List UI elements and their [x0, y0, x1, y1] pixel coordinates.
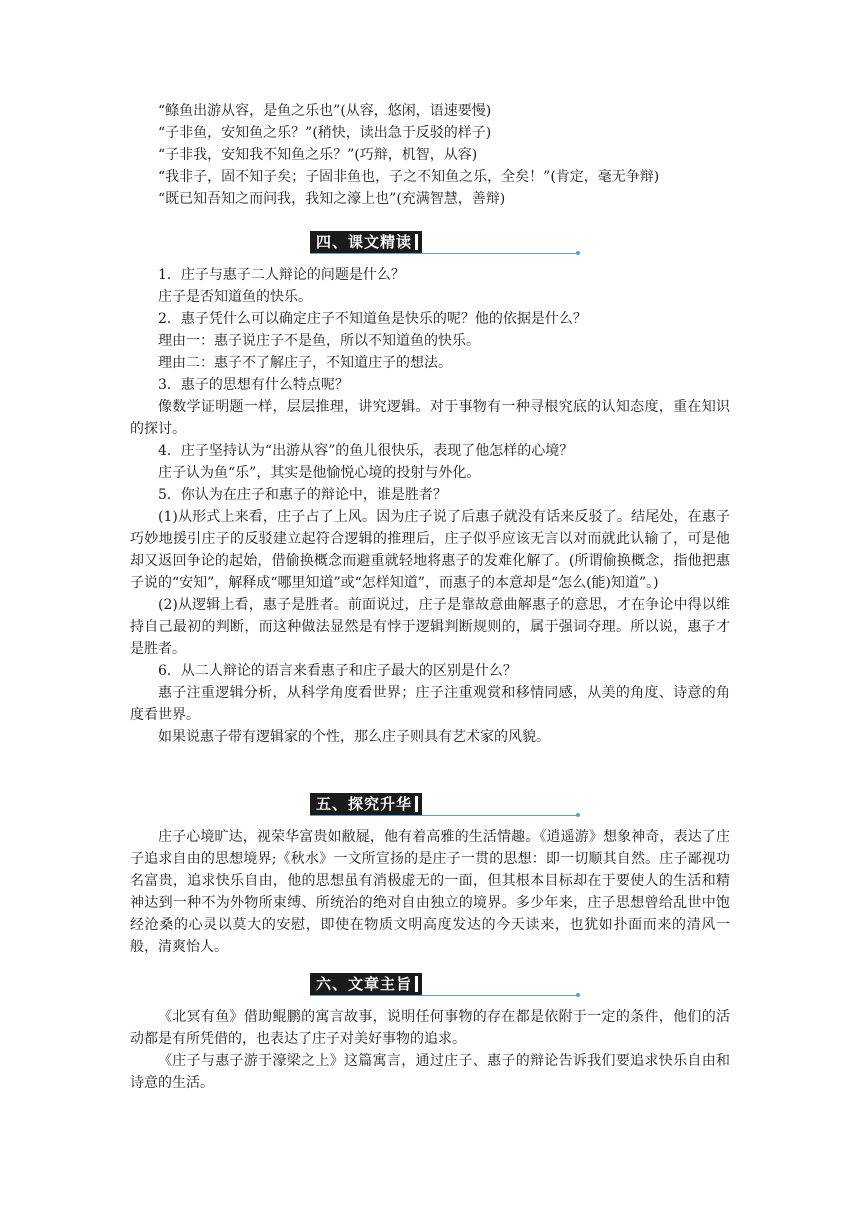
- question: 2．惠子凭什么可以确定庄子不知道鱼是快乐的呢？他的依据是什么？: [158, 311, 587, 327]
- answer: 理由一：惠子说庄子不是鱼，所以不知道鱼的快乐。: [158, 333, 480, 349]
- section-heading-4: [310, 231, 580, 255]
- answer: 理由二：惠子不了解庄子，不知道庄子的想法。: [158, 355, 452, 371]
- answer: (1)从形式上来看，庄子占了上风。因为庄子说了后惠子就没有话来反驳了。结尾处，在惠子巧妙地援引庄子的反驳建立起符合逻辑的推理后，庄子似乎应该无言以对而就此认输了，可是他却又返回争论的起始，借偷换概念而避重就轻地将惠子的发难化解了。(所谓偷换概念，指他把惠子说的“安知”，解释成“哪里知道”或“怎样知道”，而惠子的本意却是“怎么(能)知道”。): [130, 509, 730, 591]
- section-4-body: [130, 264, 730, 748]
- heading-underline: [310, 253, 578, 254]
- heading-underline-dot: [576, 251, 580, 255]
- question: 3．惠子的思想有什么特点呢？: [158, 377, 349, 393]
- dialogue-line: “子非鱼，安知鱼之乐？”(稍快，读出急于反驳的样子): [158, 125, 492, 141]
- section-5-body: [130, 826, 730, 958]
- section-title: 四、课文精读: [310, 231, 422, 253]
- paragraph: 《北冥有鱼》借助鲲鹏的寓言故事，说明任何事物的存在都是依附于一定的条件，他们的活动都是有所凭借的，也表达了庄子对美好事物的追求。: [130, 1009, 730, 1047]
- paragraph: 庄子心境旷达，视荣华富贵如敝屣，他有着高雅的生活情趣。《逍遥游》想象神奇，表达了庄子追求自由的思想境界;《秋水》一文所宣扬的是庄子一贯的思想：即一切顺其自然。庄子鄙视功名富贵，追求快乐自由，他的思想虽有消极虚无的一面，但其根本目标却在于要使人的生活和精神达到一种不为外物所束缚、所统治的绝对自由独立的境界。多少年来，庄子思想曾给乱世中饱经沧桑的心灵以莫大的安慰，即使在物质文明高度发达的今天读来，也犹如扑面而来的清风一般，清爽怡人。: [130, 829, 730, 955]
- dialogue-line: “我非子，固不知子矣；子固非鱼也，子之不知鱼之乐，全矣！”(肯定，毫无争辩): [158, 169, 660, 185]
- reading-notes: [130, 100, 730, 210]
- dialogue-line: “子非我，安知我不知鱼之乐？”(巧辩，机智，从容): [158, 147, 478, 163]
- section-title: 六、文章主旨: [310, 973, 422, 995]
- section-heading-6: [310, 973, 580, 997]
- section-title: 五、探究升华: [310, 793, 422, 815]
- answer: (2)从逻辑上看，惠子是胜者。前面说过，庄子是靠故意曲解惠子的意思，才在争论中得以维持自己最初的判断，而这种做法显然是有悖于逻辑判断规则的，属于强词夺理。所以说，惠子才是胜者。: [130, 597, 730, 657]
- paragraph: 《庄子与惠子游于濠梁之上》这篇寓言，通过庄子、惠子的辩论告诉我们要追求快乐自由和诗意的生活。: [130, 1053, 730, 1091]
- answer: 庄子是否知道鱼的快乐。: [158, 289, 312, 305]
- answer: 像数学证明题一样，层层推理，讲究逻辑。对于事物有一种寻根究底的认知态度，重在知识的探讨。: [130, 399, 730, 437]
- question: 1．庄子与惠子二人辩论的问题是什么？: [158, 267, 405, 283]
- answer: 庄子认为鱼“乐”，其实是他愉悦心境的投射与外化。: [158, 465, 481, 481]
- question: 5．你认为在庄子和惠子的辩论中，谁是胜者？: [158, 487, 447, 503]
- heading-underline: [310, 995, 578, 996]
- question: 4．庄子坚持认为“出游从容”的鱼儿很快乐，表现了他怎样的心境？: [158, 443, 574, 459]
- dialogue-line: “既已知吾知之而问我，我知之濠上也”(充满智慧，善辩): [158, 191, 506, 207]
- dialogue-line: “鲦鱼出游从容，是鱼之乐也”(从容，悠闲，语速要慢): [158, 103, 492, 119]
- question: 6．从二人辩论的语言来看惠子和庄子最大的区别是什么？: [158, 663, 517, 679]
- heading-underline: [310, 815, 578, 816]
- section-6-body: [130, 1006, 730, 1094]
- section-heading-5: [310, 793, 580, 817]
- answer: 如果说惠子带有逻辑家的个性，那么庄子则具有艺术家的风貌。: [158, 729, 550, 745]
- heading-underline-dot: [576, 813, 580, 817]
- answer: 惠子注重逻辑分析，从科学角度看世界；庄子注重观赏和移情同感，从美的角度、诗意的角度看世界。: [130, 685, 730, 723]
- heading-underline-dot: [576, 993, 580, 997]
